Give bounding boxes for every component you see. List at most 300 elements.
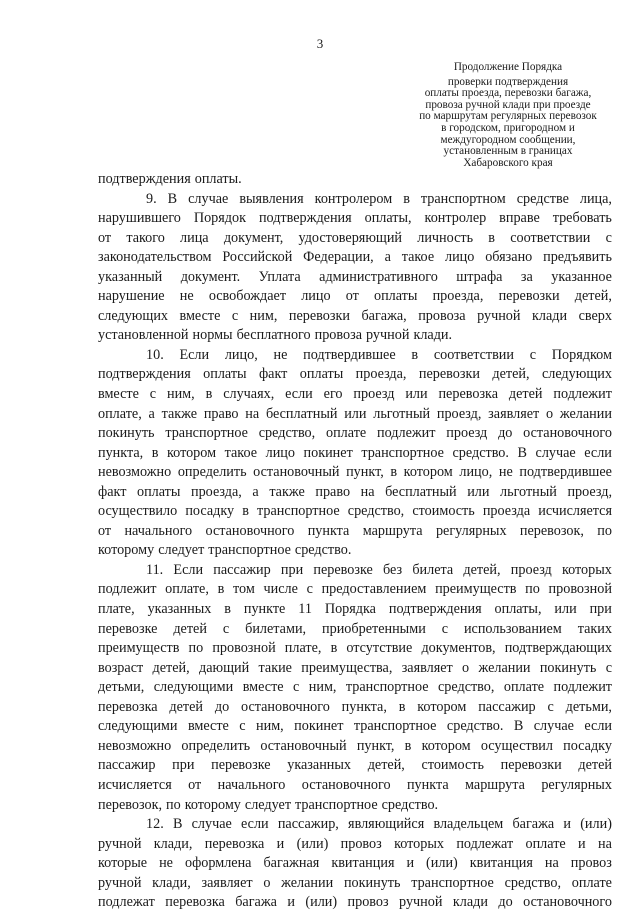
word: заявляет	[401, 659, 453, 676]
word: детей	[508, 386, 543, 403]
continuation-header	[386, 62, 630, 169]
word: или	[554, 601, 577, 618]
word: ним,	[249, 307, 278, 324]
text-line	[98, 170, 612, 190]
word: котором	[421, 737, 471, 754]
word: остановочного	[523, 425, 612, 442]
word: с	[605, 229, 612, 246]
header-line: междугородном сообщении,	[440, 133, 576, 146]
word: оплаты	[203, 366, 247, 383]
word: законодательством	[98, 249, 212, 266]
word: проезд,	[567, 483, 612, 500]
word: маршрута	[362, 522, 423, 539]
text-line	[98, 698, 612, 718]
word: от	[345, 288, 359, 305]
text-line	[98, 463, 612, 483]
word: средство.	[446, 718, 504, 735]
word: транспортное	[361, 444, 444, 461]
text-line	[98, 776, 612, 796]
word: освобождает	[208, 288, 287, 305]
word: административного	[319, 268, 438, 285]
word: (или)	[305, 894, 338, 911]
word: бесплатный	[385, 483, 457, 500]
word: следующими	[153, 679, 234, 696]
word: перевозок,	[519, 522, 584, 539]
word: не	[273, 346, 288, 363]
word: пункта	[406, 776, 449, 793]
word: транспортное	[411, 874, 494, 891]
word: по	[597, 522, 612, 539]
text-line	[98, 561, 612, 581]
word: до	[214, 698, 230, 715]
word: перевозке	[98, 620, 158, 637]
word: а	[252, 483, 259, 500]
header-title: Продолжение Порядка	[453, 61, 563, 73]
word: невозможно	[98, 737, 172, 754]
word: посадку	[563, 737, 612, 754]
word: Российской	[222, 249, 293, 266]
text-line	[98, 815, 612, 835]
word: пункта,	[341, 698, 387, 715]
text-line	[98, 756, 612, 776]
word: лицо	[301, 288, 331, 305]
word: ручной	[399, 894, 443, 911]
word: проезд	[353, 386, 395, 403]
word: клади	[531, 307, 568, 324]
word: следует	[158, 542, 205, 559]
word: лица	[180, 229, 209, 246]
word: бесплатный	[265, 405, 338, 422]
word: в	[488, 229, 495, 246]
word: соответствии	[433, 346, 514, 363]
header-line: оплаты проезда, перевозки багажа,	[424, 87, 592, 100]
word: штрафа	[456, 268, 503, 285]
word: право	[315, 483, 351, 500]
header-line: проверки подтверждения	[447, 75, 569, 88]
word: использованием	[463, 620, 562, 637]
text-line	[98, 620, 612, 640]
word: преимуществ	[98, 640, 180, 657]
word: начального	[217, 776, 286, 793]
word: ручной	[98, 835, 142, 852]
word: транспортное	[345, 679, 429, 696]
word: на	[245, 405, 260, 422]
word: о	[462, 659, 470, 676]
word: 12.	[146, 816, 164, 833]
word: преимуществ	[435, 581, 517, 598]
word: покинет	[303, 444, 353, 461]
word: бесплатного	[236, 327, 311, 344]
word: предъявить	[543, 249, 612, 266]
word: невозможно	[98, 464, 172, 481]
text-line	[98, 209, 612, 229]
text-line	[98, 835, 612, 855]
word: документ,	[223, 229, 284, 246]
word: перевозки	[418, 366, 480, 383]
word: средство.	[381, 796, 439, 813]
word: остановочного	[301, 776, 391, 793]
word: провозной	[212, 640, 276, 657]
word: провоз	[340, 835, 382, 852]
word: транспортное	[295, 796, 378, 813]
word: остановочного	[241, 698, 330, 715]
word: если	[584, 718, 612, 735]
word: пассажир	[213, 561, 271, 578]
word: таких	[577, 620, 612, 637]
word: котором	[403, 464, 453, 481]
word: пункт,	[356, 737, 395, 754]
word: транспортное	[353, 718, 437, 735]
word: проезда	[482, 503, 531, 520]
word: проезда,	[191, 483, 242, 500]
word: нормы	[192, 327, 233, 344]
word: оплаты	[136, 483, 181, 500]
word: до	[498, 894, 513, 911]
word: том	[232, 581, 255, 598]
text-line	[98, 444, 612, 464]
word: следует	[244, 796, 292, 813]
word: о	[545, 405, 554, 422]
word: с	[547, 698, 554, 715]
word: право	[203, 405, 239, 422]
word: которых	[394, 835, 444, 852]
word: вправе	[499, 210, 540, 227]
word: детей,	[574, 288, 612, 305]
text-line	[98, 893, 612, 913]
word: лицо,	[224, 346, 258, 363]
word: регулярных	[541, 776, 612, 793]
word: такое	[401, 249, 435, 266]
word: лица,	[579, 190, 612, 207]
word: провоз	[570, 855, 612, 872]
word: с	[222, 620, 230, 637]
word: остановочного	[205, 522, 295, 539]
word: Если	[173, 561, 204, 578]
word: случае	[535, 444, 576, 461]
header-line: в городском, пригородном и	[441, 121, 575, 134]
word: контролером	[314, 190, 393, 207]
word: Порядок	[193, 210, 246, 227]
text-line	[98, 424, 612, 444]
text-line	[98, 659, 612, 679]
word: по	[188, 640, 204, 657]
word: проезд,	[436, 405, 482, 422]
text-line	[98, 639, 612, 659]
word: случаях,	[223, 386, 275, 403]
word: провоз	[347, 894, 389, 911]
word: остановочного	[523, 894, 612, 911]
text-line	[98, 854, 612, 874]
word: средство,	[347, 503, 405, 520]
word: пункта,	[98, 444, 144, 461]
word: соответствии	[510, 229, 591, 246]
text-line	[98, 229, 612, 249]
word: с	[239, 718, 246, 735]
word: регулярных	[435, 522, 507, 539]
text-line	[98, 796, 612, 816]
word: вместе	[179, 307, 221, 324]
word: дающий	[198, 659, 250, 676]
word: случае	[191, 816, 232, 833]
word: при	[589, 601, 612, 618]
word: Порядка	[324, 601, 376, 618]
word: личность	[417, 229, 474, 246]
word: ним,	[308, 679, 337, 696]
text-line	[98, 522, 612, 542]
word: детей	[173, 620, 207, 637]
word: владельцем	[433, 816, 504, 833]
text-line	[98, 346, 612, 366]
word: факт	[98, 483, 127, 500]
word: требовать	[552, 210, 612, 227]
word: подтверждения	[98, 366, 191, 383]
word: перевозка	[438, 386, 499, 403]
word: ручной	[477, 307, 521, 324]
word: до	[498, 425, 513, 442]
word: с	[231, 307, 239, 324]
word: перевозка	[98, 698, 158, 715]
text-line	[98, 502, 612, 522]
word: и	[578, 835, 586, 852]
word: с	[149, 386, 157, 403]
word: (или)	[580, 816, 612, 833]
word: числе	[263, 581, 298, 598]
header-line: по маршрутам регулярных перевозок	[419, 110, 597, 123]
word: плате,	[98, 601, 135, 618]
word: преимущества,	[301, 659, 393, 676]
text-line	[98, 737, 612, 757]
word: обязано	[485, 249, 533, 266]
word: лицо	[265, 444, 295, 461]
word: не	[159, 855, 173, 872]
text-line	[98, 248, 612, 268]
word: указанный	[98, 268, 163, 285]
word: оплаты.	[194, 171, 242, 187]
word: не	[179, 288, 194, 305]
word: оплате,	[165, 581, 209, 598]
word: от	[188, 776, 202, 793]
word: транспортном	[420, 190, 506, 207]
word: В	[172, 816, 183, 833]
word: выявления	[239, 190, 304, 207]
word: 9.	[146, 190, 157, 207]
text-line	[98, 190, 612, 210]
word: которые	[98, 855, 148, 872]
word: ручной	[98, 874, 142, 891]
word: по	[166, 796, 181, 813]
header-line: провоза ручной клади при проезде	[425, 98, 591, 111]
word: лицо	[444, 249, 475, 266]
word: предоставлением	[321, 581, 427, 598]
word: подлежит	[553, 386, 612, 403]
word: В	[517, 444, 527, 461]
word: средстве	[516, 190, 569, 207]
word: следующими	[98, 718, 178, 735]
word: проезда,	[355, 366, 407, 383]
word: с	[293, 679, 300, 696]
word: которых	[561, 561, 612, 578]
word: в	[398, 698, 406, 715]
word: также	[269, 483, 305, 500]
word: желании	[281, 874, 334, 891]
word: перевозки	[498, 288, 560, 305]
word: начального	[124, 522, 193, 539]
word: в	[217, 581, 225, 598]
word: документ.	[180, 268, 241, 285]
word: Если	[179, 346, 210, 363]
word: провозной	[548, 581, 612, 598]
word: и	[406, 855, 415, 872]
word: подлежит	[98, 581, 157, 598]
word: с	[441, 620, 449, 637]
word: маршрута	[465, 776, 525, 793]
word: подтверждающих	[504, 640, 612, 657]
word: клади,	[152, 874, 191, 891]
word: отсутствие	[346, 640, 413, 657]
word: детьми,	[98, 679, 145, 696]
word: детей,	[152, 659, 190, 676]
text-line	[98, 268, 612, 288]
word: плате,	[284, 640, 322, 657]
word: и	[563, 816, 571, 833]
word: остановочный	[260, 737, 347, 754]
word: его	[323, 386, 343, 403]
word: следующих	[541, 366, 612, 383]
word: на	[360, 483, 375, 500]
word: В	[167, 190, 178, 207]
word: без	[383, 561, 403, 578]
word: желании	[478, 659, 531, 676]
word: В	[513, 718, 524, 735]
word: 11.	[146, 561, 164, 578]
word: средство.	[294, 542, 352, 559]
text-line	[98, 678, 612, 698]
word: стоимость	[421, 757, 484, 774]
word: стоимость	[412, 503, 475, 520]
word: перевозке	[211, 757, 271, 774]
word: приобретенными	[322, 620, 426, 637]
word: также	[161, 405, 198, 422]
word: подтвердившее	[519, 464, 612, 481]
word: транспортное	[257, 503, 340, 520]
word: проезд	[446, 425, 488, 442]
word: в	[205, 386, 213, 403]
text-line	[98, 307, 612, 327]
word: детей	[578, 757, 612, 774]
word: при	[172, 757, 195, 774]
word: оплате	[326, 425, 367, 442]
word: перевозке	[313, 561, 373, 578]
word: указанных	[147, 601, 212, 618]
word: перевозки	[288, 307, 350, 324]
word: клади.	[413, 327, 453, 344]
word: проезда,	[432, 288, 484, 305]
header-line: Хабаровского края	[463, 156, 553, 169]
word: оплате	[525, 835, 566, 852]
text-line	[98, 874, 612, 894]
word: квитанция	[331, 855, 395, 872]
word: ним,	[166, 386, 195, 403]
word: или	[405, 386, 428, 403]
word: если	[584, 444, 612, 461]
word: покинуть	[539, 659, 597, 676]
word: указанных	[287, 757, 351, 774]
word: транспортное	[165, 425, 248, 442]
text-line	[98, 385, 612, 405]
word: следующих	[98, 307, 169, 324]
word: пункта	[307, 522, 350, 539]
word: средство.	[452, 444, 509, 461]
word: билетами,	[245, 620, 307, 637]
word: в	[151, 444, 159, 461]
text-line	[98, 483, 612, 503]
word: детей,	[492, 366, 530, 383]
word: в	[242, 503, 249, 520]
word: ручной	[366, 327, 410, 344]
word: и	[276, 835, 285, 852]
word: подтверждения	[258, 210, 352, 227]
word: на	[597, 835, 612, 852]
word: а	[384, 249, 391, 266]
word: о	[263, 874, 271, 891]
word: указанное	[551, 268, 612, 285]
word: детьми,	[565, 698, 612, 715]
word: в	[403, 190, 410, 207]
word: остановочный	[253, 464, 340, 481]
word: в	[411, 346, 419, 363]
word: осуществило	[98, 503, 178, 520]
word: клади,	[153, 835, 193, 852]
word: нарушившего	[98, 210, 181, 227]
text-line	[98, 287, 612, 307]
word: пункте	[243, 601, 286, 618]
word: или	[344, 405, 367, 422]
word: (или)	[426, 855, 458, 872]
word: в	[330, 640, 338, 657]
word: 11	[298, 601, 312, 618]
word: посадку	[185, 503, 235, 520]
word: оплаты,	[494, 601, 542, 618]
page-number: 3	[316, 36, 324, 51]
word: за	[520, 268, 533, 285]
word: в	[404, 737, 412, 754]
word: детей	[169, 698, 204, 715]
word: удостоверяющий	[298, 229, 403, 246]
word: проезд	[510, 561, 552, 578]
word: факт	[258, 366, 288, 383]
word: вместе	[242, 679, 284, 696]
word: багажа,	[361, 307, 407, 324]
word: перевозок,	[98, 796, 163, 813]
word: в	[224, 601, 231, 618]
word: провоза	[418, 307, 466, 324]
word: вместе	[98, 386, 139, 403]
word: оплате	[571, 874, 612, 891]
word: билета	[412, 561, 454, 578]
word: или	[467, 483, 490, 500]
word: возраст	[98, 659, 144, 676]
word: перевозки	[500, 757, 562, 774]
word: не	[498, 464, 513, 481]
word: по	[525, 581, 540, 598]
word: от	[98, 229, 112, 246]
word: покинет	[294, 718, 344, 735]
word: исчисляется	[538, 503, 612, 520]
word: оплате	[503, 679, 545, 696]
word: лицо,	[459, 464, 493, 481]
text-line	[98, 600, 612, 620]
word: котором	[167, 444, 217, 461]
